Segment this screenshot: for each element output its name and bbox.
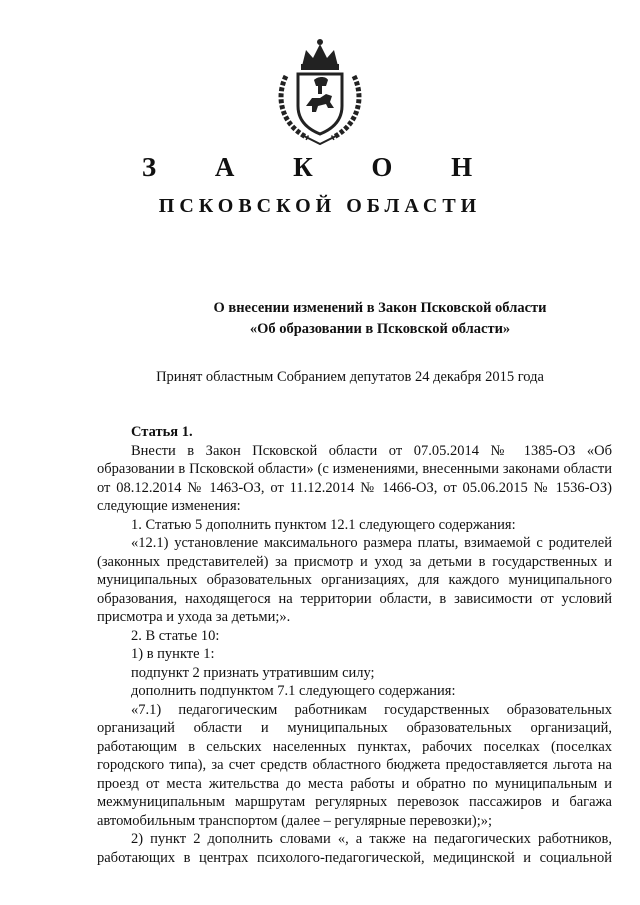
paragraph: дополнить подпунктом 7.1 следующего содержания: xyxy=(131,683,456,699)
paragraph: 2. В статье 10: xyxy=(131,627,220,644)
paragraph: Внести в Закон Псковской области от 07.05.2014 № 1385-ОЗ «Об образовании в Псковской области» (с изменениями, внесенными законами области от 08.12.2014 № 1463-ОЗ, от 11.12.2014 № 1466-ОЗ, от 05.06.2015 № 1536-ОЗ) следующие изменения: xyxy=(97,442,612,514)
paragraph: «7.1) педагогическим работникам государственных образовательных организаций области и муниципальных образовательных организаций, работающим в сельских населенных пунктах, рабочих поселках (поселках городского типа), за счет средств областного бюджета предоставляется льгота на проезд от места жительства до места работы и обратно по муниципальным и межмуниципальным маршрутам регулярных перевозок пассажиров и багажа автомобильным транспортом (далее – регулярные перевозки);»; xyxy=(97,701,612,829)
paragraph: подпункт 2 признать утратившим силу; xyxy=(131,664,375,681)
law-heading-line-1: О внесении изменений в Закон Псковской области xyxy=(213,300,547,316)
document-title: З А К О Н xyxy=(141,152,499,182)
paragraph: 1) в пункте 1: xyxy=(131,646,215,662)
adoption-statement: Принят областным Собранием депутатов 24 декабря 2015 года xyxy=(156,369,544,385)
article-title: Статья 1. xyxy=(131,424,193,440)
document-body xyxy=(97,423,612,867)
paragraph: 1. Статью 5 дополнить пунктом 12.1 следующего содержания: xyxy=(131,516,516,533)
law-heading-line-2: «Об образовании в Псковской области» xyxy=(249,321,511,337)
pskov-coat-of-arms-emblem xyxy=(268,36,372,146)
law-heading xyxy=(0,298,640,340)
paragraph: «12.1) установление максимального размера платы, взимаемой с родителей (законных представителей) за присмотр и уход за детьми в государственных и муниципальных образовательных организациях, для каждого муниципального образования, находящегося на территории области, в зависимости от условий присмотра и ухода за детьми;». xyxy=(97,535,612,625)
document-subtitle: ПСКОВСКОЙ ОБЛАСТИ xyxy=(158,195,482,217)
paragraph: 2) пункт 2 дополнить словами «, а также на педагогических работников, работающих в центрах психолого-педагогической, медицинской и социальной xyxy=(97,831,612,866)
